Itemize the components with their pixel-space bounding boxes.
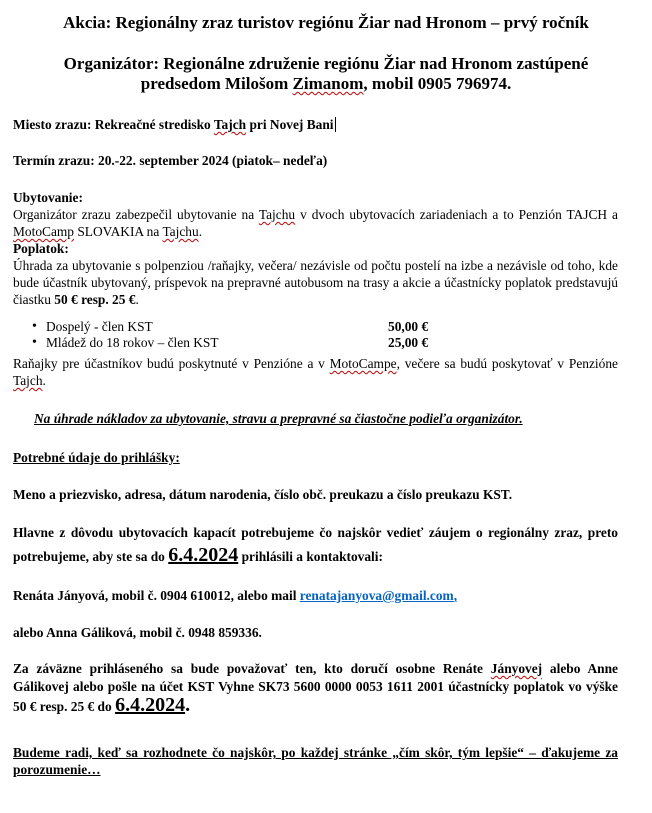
breakfast-motocamp: MotoCampe (329, 356, 397, 371)
accommodation-place-2: Tajchu (162, 224, 199, 239)
contact-1 (13, 587, 618, 604)
venue-text: : Rekreačné stredisko (87, 117, 214, 132)
accommodation-text-d: . (198, 224, 203, 239)
fee-item-label: Dospelý - člen KST (46, 319, 153, 334)
accommodation-text (13, 206, 618, 240)
fee-text (13, 257, 618, 308)
required-text: Meno a priezvisko, adresa, dátum narodenia, číslo obč. preukazu a číslo preukazu KST. (13, 487, 513, 502)
organizer-heading (0, 54, 652, 94)
term-text: : 20.-22. september 2024 (piatok– nedeľa) (90, 153, 328, 168)
organizer-text: predsedom Milošom (140, 74, 293, 93)
breakfast-text-a: Raňajky pre účastníkov budú poskytnuté v Penzióne a v (13, 356, 330, 371)
fee-text-body: Úhrada za ubytovanie s polpenziou /raňajky, večera/ nezávisle od počtu postelí na izbe a nezávisle od toho, kde bude účastník ubytovaný, príspevok na prepravné autobusom na trasy a akcie a účastnícky poplatok predstavujú čiastku (13, 258, 618, 307)
page-title: Akcia: Regionálny zraz turistov regiónu Žiar nad Hronom – prvý ročník (63, 13, 589, 32)
accommodation-motocamp: MotoCamp (13, 224, 75, 239)
binding-paragraph (13, 660, 618, 716)
interest-text-a: Hlavne z dôvodu ubytovacích kapacít potrebujeme čo najskôr vedieť záujem o regionálny zraz, preto potrebujeme, aby ste sa do (13, 525, 618, 564)
fee-text-end: . (135, 292, 139, 307)
email-link[interactable]: renatajanyova@gmail.com (299, 588, 454, 603)
accommodation-section (13, 189, 618, 308)
contact-2: alebo Anna Gáliková, mobil č. 0948 859336. (13, 625, 262, 640)
venue-place: Tajch (213, 117, 247, 132)
organizer-name: Zimanom (292, 74, 364, 93)
accommodation-text-c: SLOVAKIA na (74, 224, 163, 239)
deadline-date: 6.4.2024 (168, 544, 239, 566)
interest-paragraph (13, 522, 618, 568)
term-label: Termín zrazu (13, 153, 91, 168)
contribution-note: Na úhrade nákladov za ubytovanie, stravu a prepravné sa čiastočne podieľa organizátor. (34, 411, 523, 426)
accommodation-heading: Ubytovanie: (13, 190, 83, 205)
fee-item-label: Mládež do 18 rokov – člen KST (46, 335, 219, 350)
interest-text-b: prihlásili a kontaktovali: (238, 549, 383, 564)
venue-paragraph (13, 116, 618, 133)
binding-text-b: alebo Anne Gálikovej alebo pošle na účet KST Vyhne SK73 5600 0000 0053 1611 2001 účastnícky poplatok vo výške 50 € resp. 25 € do (13, 661, 618, 714)
binding-end: . (185, 694, 191, 716)
payment-deadline-date: 6.4.2024 (115, 694, 186, 716)
fee-list (13, 319, 618, 351)
closing-paragraph: Budeme radi, keď sa rozhodnete čo najskôr, po každej stránke „čím skôr, tým lepšie“ – ďakujeme za porozumenie… (13, 745, 618, 777)
binding-name: Jányovej (490, 661, 543, 676)
organizer-line-2 (0, 74, 652, 94)
text-cursor (335, 117, 336, 132)
list-item (13, 335, 618, 351)
breakfast-paragraph (13, 355, 618, 389)
accommodation-text-a: Organizátor zrazu zabezpečil ubytovanie na (13, 207, 259, 222)
fee-item-amount: 25,00 € (388, 335, 429, 350)
list-item (13, 319, 618, 335)
email-link-end: , (453, 588, 458, 603)
breakfast-text-c: . (42, 373, 46, 388)
fee-amount: 50 € resp. 25 € (54, 292, 136, 307)
accommodation-text-b: v dvoch ubytovacích zariadeniach a to Penzión TAJCH a (295, 207, 618, 222)
term-paragraph (13, 152, 618, 169)
required-heading: Potrebné údaje do prihlášky: (13, 450, 180, 465)
breakfast-tajch: Tajch (13, 373, 43, 388)
organizer-phone: , mobil 0905 796974. (363, 74, 512, 93)
venue-text-end: pri Novej Bani (246, 117, 334, 132)
fee-item-amount: 50,00 € (388, 319, 429, 334)
binding-text-a: Za záväzne prihláseného sa bude považovať ten, kto doručí osobne Renáte (13, 661, 491, 676)
fee-heading: Poplatok: (13, 241, 69, 256)
breakfast-text-b: , večere sa budú poskytovať v Penzióne (396, 356, 618, 371)
contact-1-text: Renáta Jányová, mobil č. 0904 610012, alebo mail (13, 588, 300, 603)
accommodation-place-1: Tajchu (258, 207, 296, 222)
organizer-line-1: Organizátor: Regionálne združenie regiónu Žiar nad Hronom zastúpené (63, 54, 589, 73)
venue-label: Miesto zrazu (13, 117, 87, 132)
